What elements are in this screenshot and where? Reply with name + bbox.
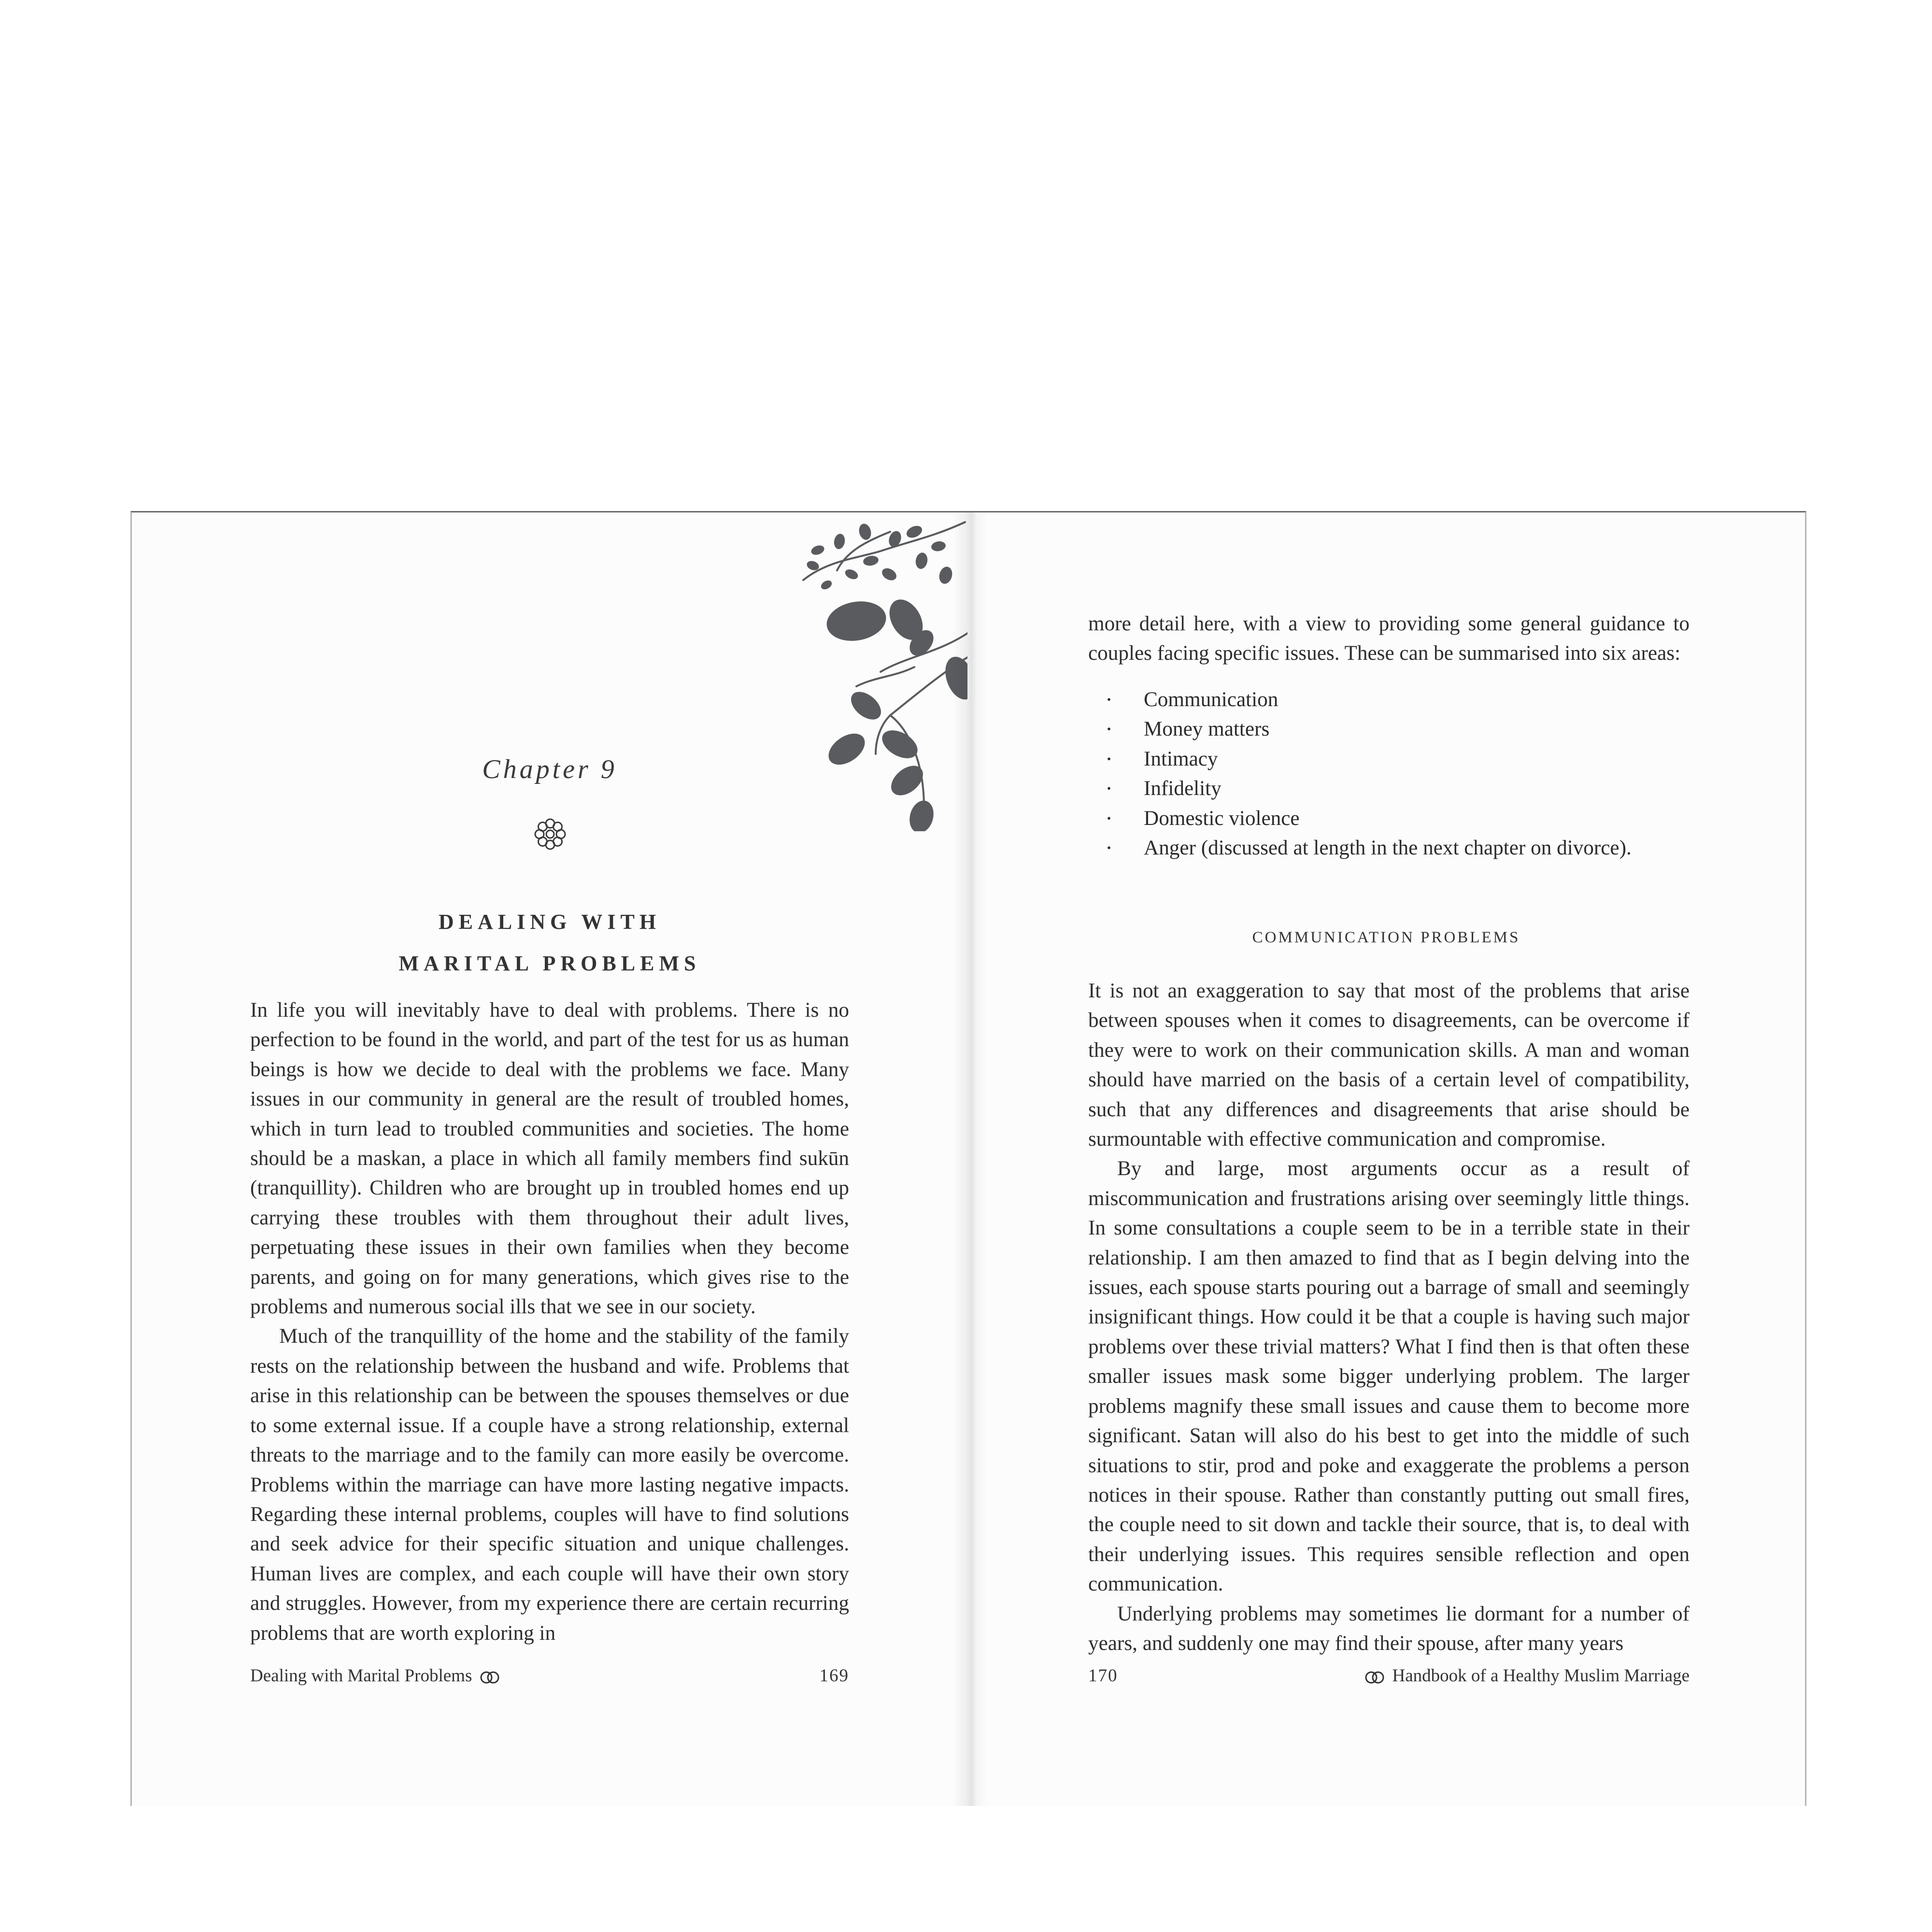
right-body-text <box>1088 976 1690 1655</box>
running-footer-title <box>1357 1665 1690 1686</box>
paragraph: By and large, most arguments occur as a result of miscommunication and frustrations arising over seemingly little things. In some consultations a couple seem to be in a terrible state in their relationship. I am then amazed to find that as I begin delving into the issues, each spouse starts pouring out a barrage of small and seemingly insignificant things. How could it be that a couple is having such major problems over these trivial matters? What I find then is that often these smaller issues mask some bigger underlying problem. The larger problems magnify these small issues and cause them to become more significant. Satan will also do his best to get into the middle of such situations to stir, prod and poke and exaggerate the problems a person notices in their spouse. Rather than constantly putting out small fires, the couple need to sit down and tackle their source, that is, to deal with their underlying issues. This requires sensible reflection and open communication. <box>1088 1157 1690 1596</box>
page-number: 169 <box>819 1666 849 1686</box>
list-item: · Money matters <box>1105 714 1733 744</box>
flower-ornament-icon <box>532 816 568 852</box>
list-item: · Intimacy <box>1105 744 1733 774</box>
left-body-text <box>250 995 849 1662</box>
footer-title-text: Dealing with Marital Problems <box>250 1666 472 1686</box>
chapter-heading-line2: MARITAL PROBLEMS <box>398 952 701 975</box>
interlocking-rings-icon <box>1364 1671 1386 1684</box>
section-subheading: COMMUNICATION PROBLEMS <box>1252 929 1520 946</box>
page-number: 170 <box>1088 1666 1118 1686</box>
issue-list <box>1105 685 1733 863</box>
chapter-heading-line1: DEALING WITH <box>438 910 661 934</box>
paragraph: It is not an exaggeration to say that most of the problems that arise between spouses when it comes to disagreements, can be overcome if they were to work on their communication skills. A man and woman should have married on the basis of a certain level of compatibility, such that any differences and disagreements that arise should be surmountable with effective communication and compromise. <box>1088 980 1690 1151</box>
list-item: · Infidelity <box>1105 774 1733 803</box>
book-spread <box>130 511 1806 1806</box>
list-item: · Domestic violence <box>1105 804 1733 833</box>
left-footer <box>250 1665 849 1686</box>
list-item: · Anger (discussed at length in the next chapter on divorce). <box>1105 833 1733 863</box>
chapter-label: Chapter 9 <box>482 754 617 784</box>
book-gutter-shadow <box>953 512 987 1806</box>
interlocking-rings-icon <box>479 1671 501 1684</box>
footer-title-text: Handbook of a Healthy Muslim Marriage <box>1392 1666 1690 1686</box>
right-footer <box>1088 1665 1690 1686</box>
paragraph: In life you will inevitably have to deal with problems. There is no perfection to be found in the world, and part of the test for us as human beings is how we decide to deal with the problems we face. Many issues in our community in general are the result of troubled homes, which in turn lead to troubled communities and societies. The home should be a maskan, a place in which all family members find sukūn (tranquillity). Children who are brought up in troubled homes end up carrying these troubles with them throughout their adult lives, perpetuating these issues in their own families when they become parents, and going on for many generations, which gives rise to the problems and numerous social ills that we see in our society. <box>250 999 849 1319</box>
paragraph: Much of the tranquillity of the home and the stability of the family rests on the relationship between the husband and wife. Problems that arise in this relationship can be between the spouses themselves or due to some external issue. If a couple have a strong relationship, external threats to the marriage and to the family can more easily be overcome. Problems within the marriage can have more lasting negative impacts. Regarding these internal problems, couples will have to find solutions and seek advice for their specific situation and unique challenges. Human lives are complex, and each couple will have their own story and struggles. However, from my experience there are certain recurring problems that are worth exploring in <box>250 1325 849 1645</box>
list-item: · Communication <box>1105 685 1733 714</box>
running-footer-title <box>250 1665 508 1686</box>
right-intro-text <box>1088 609 1690 668</box>
paragraph: Underlying problems may sometimes lie dormant for a number of years, and suddenly one may find their spouse, after many years <box>1088 1602 1690 1655</box>
paragraph: more detail here, with a view to providing some general guidance to couples facing specific issues. These can be summarised into six areas: <box>1088 612 1690 665</box>
left-page <box>132 512 967 1806</box>
